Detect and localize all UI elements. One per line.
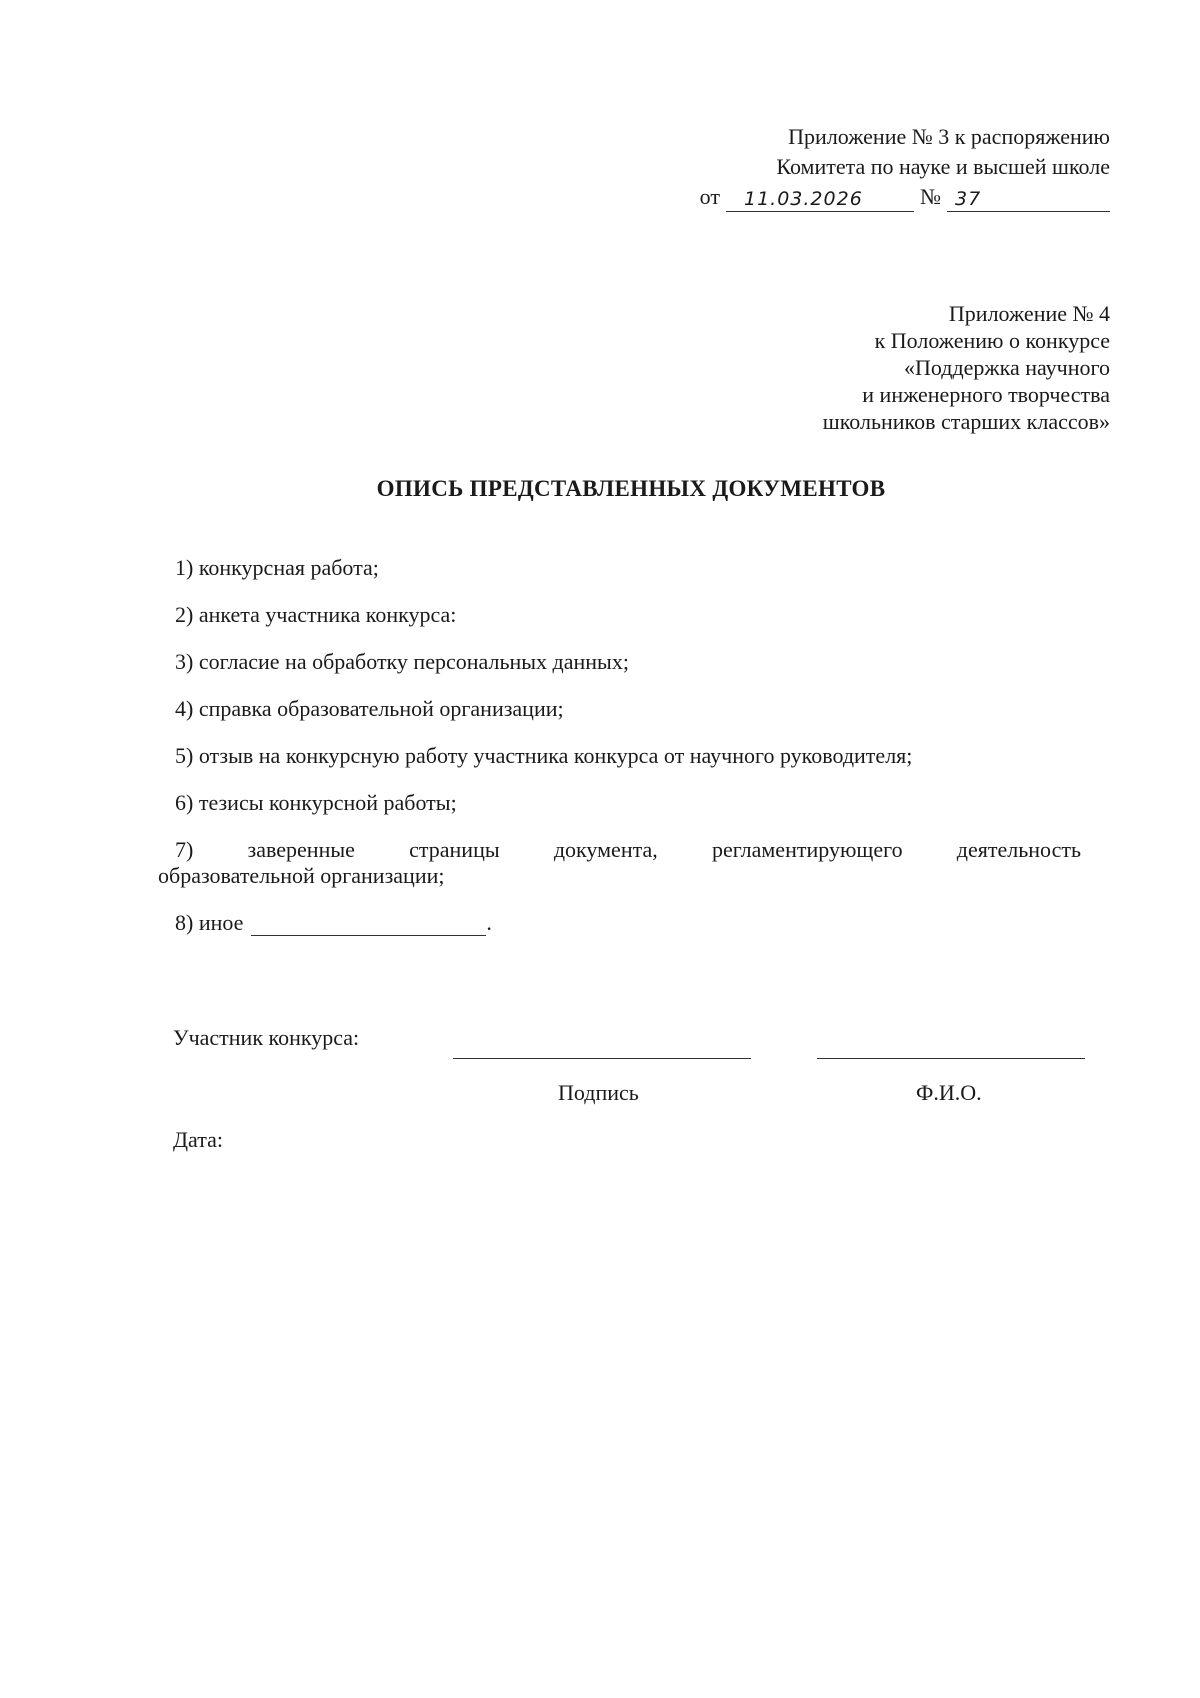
signature-caption: Подпись xyxy=(558,1080,639,1105)
list-item: 7) заверенные страницы документа, регламентирующего деятельность xyxy=(175,837,1081,862)
list-item-continuation: образовательной организации; xyxy=(158,863,445,888)
document-title: ОПИСЬ ПРЕДСТАВЛЕННЫХ ДОКУМЕНТОВ xyxy=(376,476,886,501)
list-item: 3) согласие на обработку персональных данных; xyxy=(175,649,629,674)
list-item: 1) конкурсная работа; xyxy=(175,555,379,580)
date-prefix: от xyxy=(699,184,720,209)
annex3-line1: Приложение № 3 к распоряжению xyxy=(788,124,1110,149)
handwritten-number: 37 xyxy=(947,187,1110,212)
annex3-header xyxy=(590,122,1110,212)
other-blank-line xyxy=(251,915,486,936)
annex4-line3: «Поддержка научного xyxy=(904,355,1110,380)
annex4-line4: и инженерного творчества xyxy=(862,382,1110,407)
annex4-line1: Приложение № 4 xyxy=(948,301,1110,326)
documents-list xyxy=(158,555,1081,957)
other-period: . xyxy=(486,910,492,935)
signature-line xyxy=(453,1058,751,1059)
name-caption: Ф.И.О. xyxy=(916,1080,982,1105)
annex3-line2: Комитета по науке и высшей школе xyxy=(776,154,1110,179)
list-item: 2) анкета участника конкурса: xyxy=(175,602,457,627)
list-item-other xyxy=(175,910,1081,936)
list-item: 6) тезисы конкурсной работы; xyxy=(175,790,457,815)
other-label: 8) иное xyxy=(175,910,244,935)
date-label: Дата: xyxy=(173,1127,223,1152)
annex3-date-line xyxy=(590,182,1110,212)
handwritten-date: 11.03.2026 xyxy=(726,187,914,212)
annex4-line5: школьников старших классов» xyxy=(822,409,1110,434)
annex4-header xyxy=(690,300,1110,435)
participant-label: Участник конкурса: xyxy=(173,1025,360,1050)
name-line xyxy=(817,1058,1085,1059)
list-item: 4) справка образовательной организации; xyxy=(175,696,564,721)
annex4-line2: к Положению о конкурсе xyxy=(874,328,1110,353)
number-prefix: № xyxy=(920,184,941,209)
list-item: 5) отзыв на конкурсную работу участника конкурса от научного руководителя; xyxy=(175,743,913,768)
